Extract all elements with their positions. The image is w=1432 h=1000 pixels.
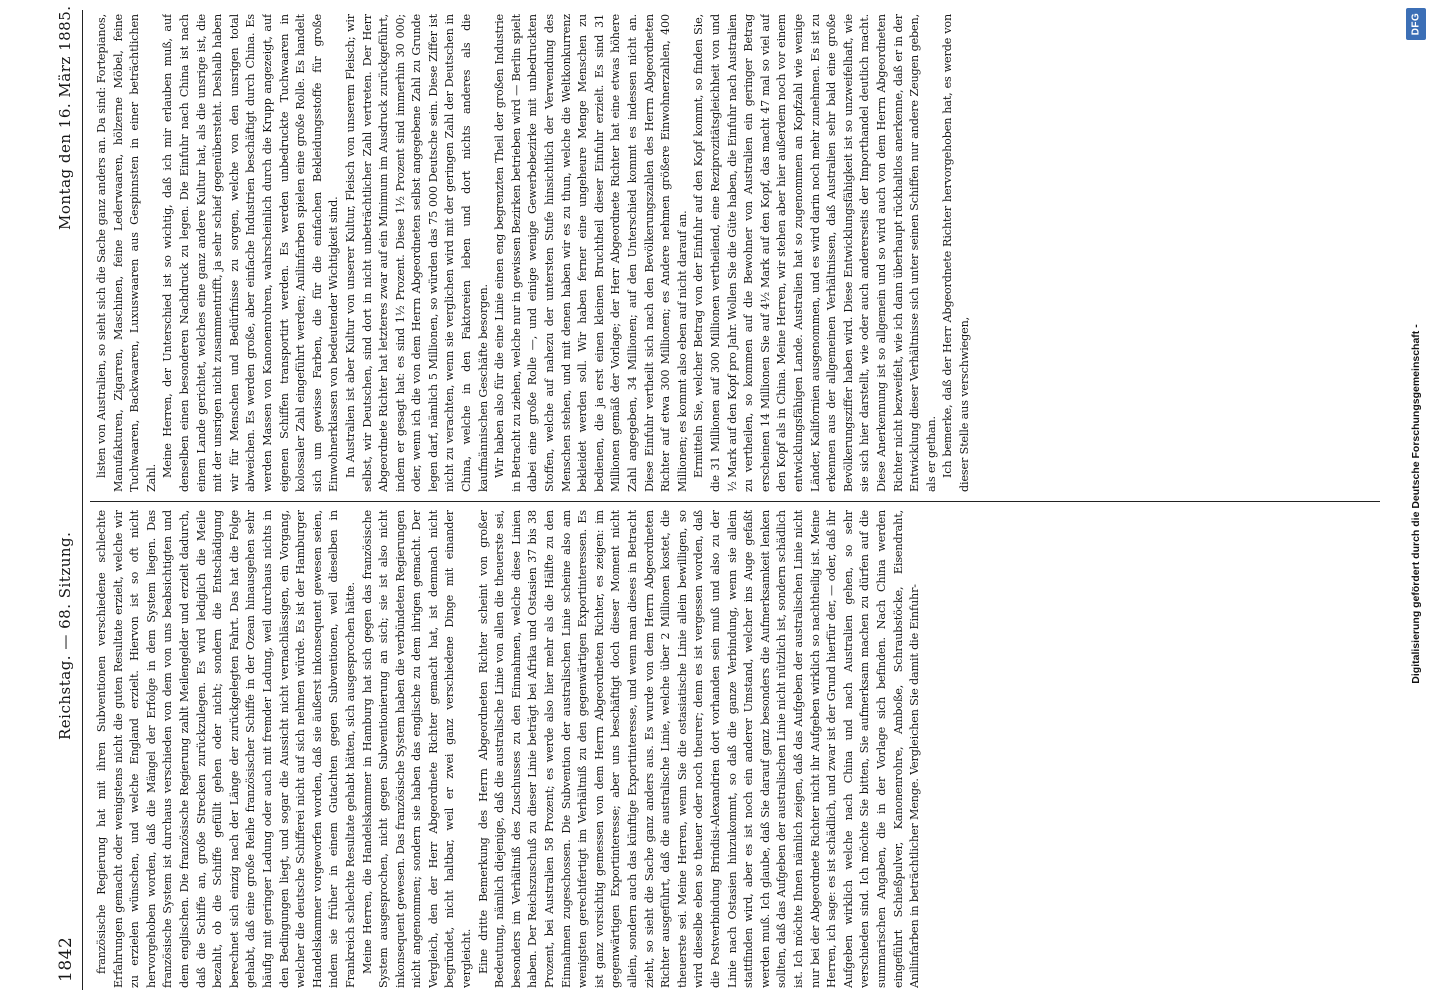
digitization-credit	[1404, 51, 1428, 956]
credit-text: Digitalisierung gefördert durch die Deutsche Forschungsgemeinschaft -	[1410, 323, 1422, 684]
dfg-logo-text: DFG	[1410, 12, 1422, 36]
rotated-page	[46, 0, 1386, 1000]
left-column	[94, 510, 1376, 988]
header-rule	[82, 10, 83, 990]
paragraph: Meine Herren, der Unterschied ist so wichtig, daß ich mir erlauben muß, auf denselben einen besonderen Nachdruck zu legen. Die Einfuhr nach China ist nach einem Lande gerichtet, welches eine ganz andere Kultur hat, als die unsrige ist, die mit der unsrigen nicht zusammentrifft, ja sehr schief gegenübersteht. Deshalb haben wir für Menschen und Bedürfnisse zu sorgen, welche von den unsrigen total abweichen. Es werden große, aber einfache Industrien beschäftigt durch China. Es werden Massen von Kanonenrohren, wahrscheinlich durch die Krupp angezeigt, auf eigenen Schiffen transportirt werden. Es werden unbedruckte Tuchwaaren in kolossaler Zahl eingeführt werden; Anilinfarben spielen eine große Rolle. Es handelt sich um gewisse Farben, die für die einfachen Bekleidungsstoffe für große Einwohnerklassen von bedeutender Wichtigkeit sind.	[161, 14, 341, 492]
dfg-logo	[1406, 8, 1426, 40]
paragraph: französische Regierung hat mit ihren Subventionen verschiedene schlechte Erfahrungen gemacht oder wenigstens nicht die guten Resultate erzielt, welche wir zu erzielen wünschen, und welche England erzielt. Hiervon ist so oft nicht hervorgehoben worden, daß die Mängel der Erfolge in dem System liegen. Das französische System ist durchaus verschieden von dem von uns beabsichtigten und dem englischen. Die französische Regierung zahlt Meilengelder und erzielt dadurch, daß die Schiffe an, große Strecken zurückzulegen. Es wird lediglich die Meile bezahlt, ob die Schiffe gefüllt gehen oder nicht; sondern die Entschädigung berechnet sich einzig nach der Länge der zurückgelegten Fahrt. Das hat die Folge gehabt, daß eine große Reihe französischer Schiffe in der Ozean hinausgehen sehr häufig mit geringer Ladung oder auch mit fremder Ladung, weil durchaus nichts in den Bedingungen liegt, und sogar die Aussicht nicht vernachlässigen, ein Vorgang, welcher die deutsche Schifferei nicht auf sich nehmen würde. Es ist der Hamburger Handelskammer vorgeworfen worden, daß sie äußerst inkonsequent gewesen seien, indem sie früher in einem Gutachten gegen Subventionen, weil dieselben in Frankreich schlechte Resultate gehabt hätten, sich ausgesprochen hätte.	[95, 510, 357, 988]
paragraph: Meine Herren, die Handelskammer in Hamburg hat sich gegen das französische System ausgesprochen, nicht gegen Subventionierung an sich; sie ist also nicht inkonsequent gewesen. Das französische System haben die verbündeten Regierungen nicht angenommen; sondern sie haben das englische zu dem ihrigen gemacht. Der Vergleich, den der Herr Abgeordnete Richter gemacht hat, ist demnach nicht begründet, nicht haltbar, weil er zwei ganz verschiedene Dinge mit einander vergleicht.	[360, 510, 474, 988]
paragraph: Ich bemerke, daß der Herr Abgeordnete Richter hervorgehoben hat, es werde von dieser Stelle aus verschwiegen,	[941, 14, 971, 492]
paragraph: Wir haben also für die eine Linie einen eng begrenzten Theil der großen Industrie in Betracht zu ziehen, welche nur in gewissen Bezirken betrieben wird — Berlin spielt dabei eine große Rolle —, und einige wenige Gewerbebezirke mit unbedruckten Stoffen, welche auf nahezu der untersten Stufe hinsichtlich der Verwendung des Menschen stehen, und mit denen haben wir es zu thun, welche die Weltkonkurrenz bekleidet werden soll. Wir haben ferner eine ungeheure Menge Menschen zu bedienen, die ja erst einen kleinen Bruchtheil dieser Einfuhr erzielt. Es sind 31 Millionen gemäß der Vorlage; der Herr Abgeordnete Richter hat eine etwas höhere Zahl angegeben, 34 Millionen; auf den Unterschied kommt es indessen nicht an. Diese Einfuhr vertheilt sich nach den Bevölkerungszahlen des Herrn Abgeordneten Richter auf etwa 300 Millionen; es Andere nehmen größere Einwohnerzahlen, 400 Millionen; es kommt also eben auf nicht darauf an.	[493, 14, 689, 492]
page-header	[56, 0, 88, 1000]
paragraph: Ermitteln Sie, welcher Betrag von der Einfuhr auf den Kopf kommt, so finden Sie, die 31 Millionen auf 300 Millionen vertheilend, eine Reziprozitätsgleichheit von und ½ Mark auf den Kopf pro Jahr. Wollen Sie die Güte haben, die Einfuhr nach Australien zu vertheilen, so kommen auf die Bewohner von Australien ein geringer Betrag erscheinen 14 Millionen Sie auf 4½ Mark auf den Kopf, das macht 47 mal so viel auf den Kopf als in China. Meine Herren, wir stehen aber hier außerdem noch vor einem entwicklungsfähigen Lande. Australien hat so zugenommen an Kopfzahl wie wenige Länder, Kalifornien ausgenommen, und es wird darin noch mehr zunehmen. Es ist zu erkennen aus der allgemeinen Verhältnissen, daß Australien sehr bald eine große Bevölkerungsziffer haben wird. Diese Entwicklungsfähigkeit ist so unzweifelhaft, wie sie sich hier darstellt, wie oder auch andererseits der Importhandel deutlich macht. Diese Anerkennung ist so allgemein und so wird auch von dem Herrn Abgeordneten Richter nicht bezweifelt, wie ich dann überhaupt rückhaltlos anerkenne, daß er in der Entwicklung dieser Verhältnisse sich unter seinen Schiffen nur andere Zeugen geben, als er gethan.	[692, 14, 938, 492]
page-number: 1842	[56, 936, 76, 982]
column-divider	[90, 501, 1380, 502]
paragraph: Eine dritte Bemerkung des Herrn Abgeordneten Richter scheint von großer Bedeutung, nämlich diejenige, daß die australische Linie von allen die theuerste sei, besonders im Verhältniß des Zuschusses zu den Einnahmen, welche diese Linien haben. Der Reichszuschuß zu dieser Linie beträgt bei Afrika und Ostasien 37 bis 38 Prozent, bei Australien 58 Prozent; es werde also hier mehr als die Hälfte zu den Einnahmen zugeschossen. Die Subvention der australischen Linie scheine also am wenigsten gerechtfertigt im Verhältniß zu den gegenwärtigen Exportinteressen. Es ist ganz vorsichtig gemessen von dem Herrn Abgeordneten Richter, es zeigen: im gegenwärtigen Exportinteresse; aber uns beschäftigt doch dieser Moment nicht allein, sondern auch das künftige Exportinteresse, und wenn man dieses in Betracht zieht, so sieht die Sache ganz anders aus. Es wurde von dem Herrn Abgeordneten Richter ausgeführt, daß die australische Linie, welche über 2 Millionen kostet, die theuerste sei. Meine Herren, wenn Sie die ostasiatische Linie allein bewilligen, so wird dieselbe eben so theuer oder noch theurer; denn es ist vergessen worden, daß die Postverbindung Brindisi-Alexandrien dort vorhanden sein muß und also zu der Linie nach Ostasien hinzukommt, so daß die ganze Verbindung, wenn sie allein stattfinden wird, aber es ist noch ein anderer Umstand, welcher ins Auge gefaßt werden muß. Ich glaube, daß Sie darauf ganz besonders die Aufmerksamkeit lenken sollten, daß das Aufgeben der australischen Linie nicht nützlich ist, sondern schädlich ist. Ich möchte Ihnen nämlich zeigen, daß das Aufgeben der australischen Linie nicht nur bei der Abgeordnete Richter nicht ihr Aufgeben wirklich so nachtheilig ist. Meine Herren, ich sage: es ist schädlich, und zwar ist der Grund hierfür der, — oder, daß ihr Aufgeben wirklich welche nach China und nach Australien gehen, so sehr verschieden sind. Ich möchte Sie bitten, Sie aufmerksam machen zu dürfen auf die summarischen Angaben, die in der Vorlage sich befinden. Nach China werden eingeführt Schießpulver, Kanonenrohre, Amboße, Schraubstöcke, Eisendraht, Anilinfarben in beträchtlicher Menge. Vergleichen Sie damit die Einfuhr-	[476, 510, 922, 988]
paragraph: In Australien ist aber Kultur von unserer Kultur, Fleisch von unserem Fleisch; wir selbst, wir Deutschen, sind dort in nicht unbeträchtlicher Zahl vertreten. Der Herr Abgeordnete Richter hat letzteres zwar auf ein Minimum im Ausdruck zurückgeführt, indem er gesagt hat: es sind 1½ Prozent. Diese 1½ Prozent sind immerhin 30 000; oder, wenn ich die von dem Herrn Abgeordneten selbst angegebene Zahl zu Grunde legen darf, nämlich 5 Millionen, so würden das 75 000 Deutsche sein. Diese Ziffer ist nicht zu verachten, wenn sie verglichen wird mit der geringen Zahl der Deutschen in China, welche in den Faktoreien leben und dort nichts anderes als die kaufmännischen Geschäfte besorgen.	[343, 14, 490, 492]
session-title: Reichstag. — 68. Sitzung.	[56, 531, 74, 740]
paragraph: listen von Australien, so sieht sich die Sache ganz anders an. Da sind: Fortepianos, Manufakturen, Zigarren, Maschinen, feine Lederwaaren, hölzerne Möbel, feine Tuchwaaren, Backwaaren, Luxuswaaren aus Gespinnsten in einer beträchtlichen Zahl.	[95, 14, 158, 492]
right-column	[94, 14, 1376, 492]
session-date: Montag den 16. März 1885.	[56, 5, 74, 230]
